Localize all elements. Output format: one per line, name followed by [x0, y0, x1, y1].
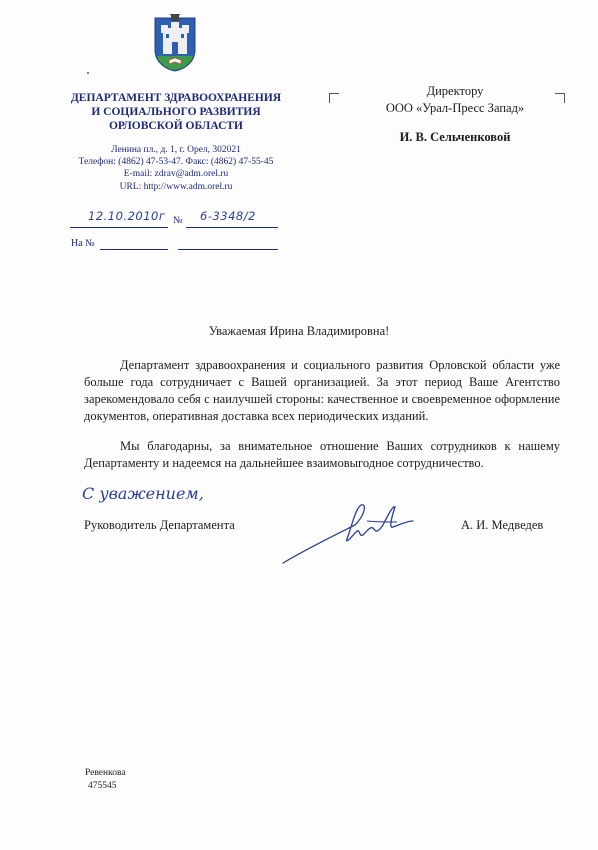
margin-dot: [87, 72, 89, 74]
address-bracket-right: [555, 93, 565, 103]
registration-date: 12.10.2010г: [88, 209, 166, 223]
department-contacts: [62, 144, 290, 193]
coat-of-arms-icon: [153, 14, 197, 72]
addressee-organization: ООО «Урал-Пресс Запад»: [385, 101, 525, 115]
reference-date-line: [178, 249, 278, 250]
department-title-line: ОРЛОВСКОЙ ОБЛАСТИ: [108, 120, 244, 132]
handwritten-signoff: С уважением,: [82, 484, 204, 503]
signer-name: А. И. Медведев: [461, 518, 544, 532]
reference-number-line: [100, 249, 168, 250]
department-title-line: И СОЦИАЛЬНОГО РАЗВИТИЯ: [91, 106, 261, 118]
signer-position: Руководитель Департамента: [84, 518, 235, 532]
department-url: URL: http://www.adm.orel.ru: [119, 181, 233, 192]
registration-number-label: №: [173, 215, 183, 226]
signature: [275, 495, 420, 570]
executor-block: [85, 767, 126, 793]
department-email: E-mail: zdrav@adm.orel.ru: [123, 169, 229, 180]
registration-number: 6-3348/2: [200, 209, 256, 223]
department-title: [62, 91, 290, 133]
executor-name: Ревенкова: [85, 768, 126, 778]
letter-paragraph: Департамент здравоохранения и социального развития Орловской области уже больше года сотрудничает с Вашей организацией. За этот период Ваше Агентство зарекомендовало себя с наилучшей стороны: качественное и своевременное оформление документов, оперативная доставка всех периодических изданий.: [84, 358, 560, 423]
address-bracket-left: [329, 93, 339, 103]
letter-paragraph: Мы благодарны, за внимательное отношение Ваших сотрудников к нашему Департаменту и надеемся на дальнейшее взаимовыгодное сотрудничество.: [84, 439, 560, 470]
addressee-position: Директору: [426, 84, 484, 98]
addressee-block: [360, 83, 550, 146]
addressee-name: И. В. Сельченковой: [399, 130, 511, 144]
salutation: Уважаемая Ирина Владимировна!: [208, 324, 390, 338]
registration-number-line: [186, 227, 278, 228]
reference-label: На №: [71, 238, 95, 249]
registration-date-line: [70, 227, 168, 228]
executor-phone: 475545: [88, 781, 117, 791]
department-address: Ленина пл., д. 1, г. Орел, 302021: [111, 145, 241, 155]
department-title-line: ДЕПАРТАМЕНТ ЗДРАВООХРАНЕНИЯ: [70, 92, 282, 104]
department-phone: Телефон: (4862) 47-53-47. Факс: (4862) 47-55-45: [78, 157, 274, 168]
